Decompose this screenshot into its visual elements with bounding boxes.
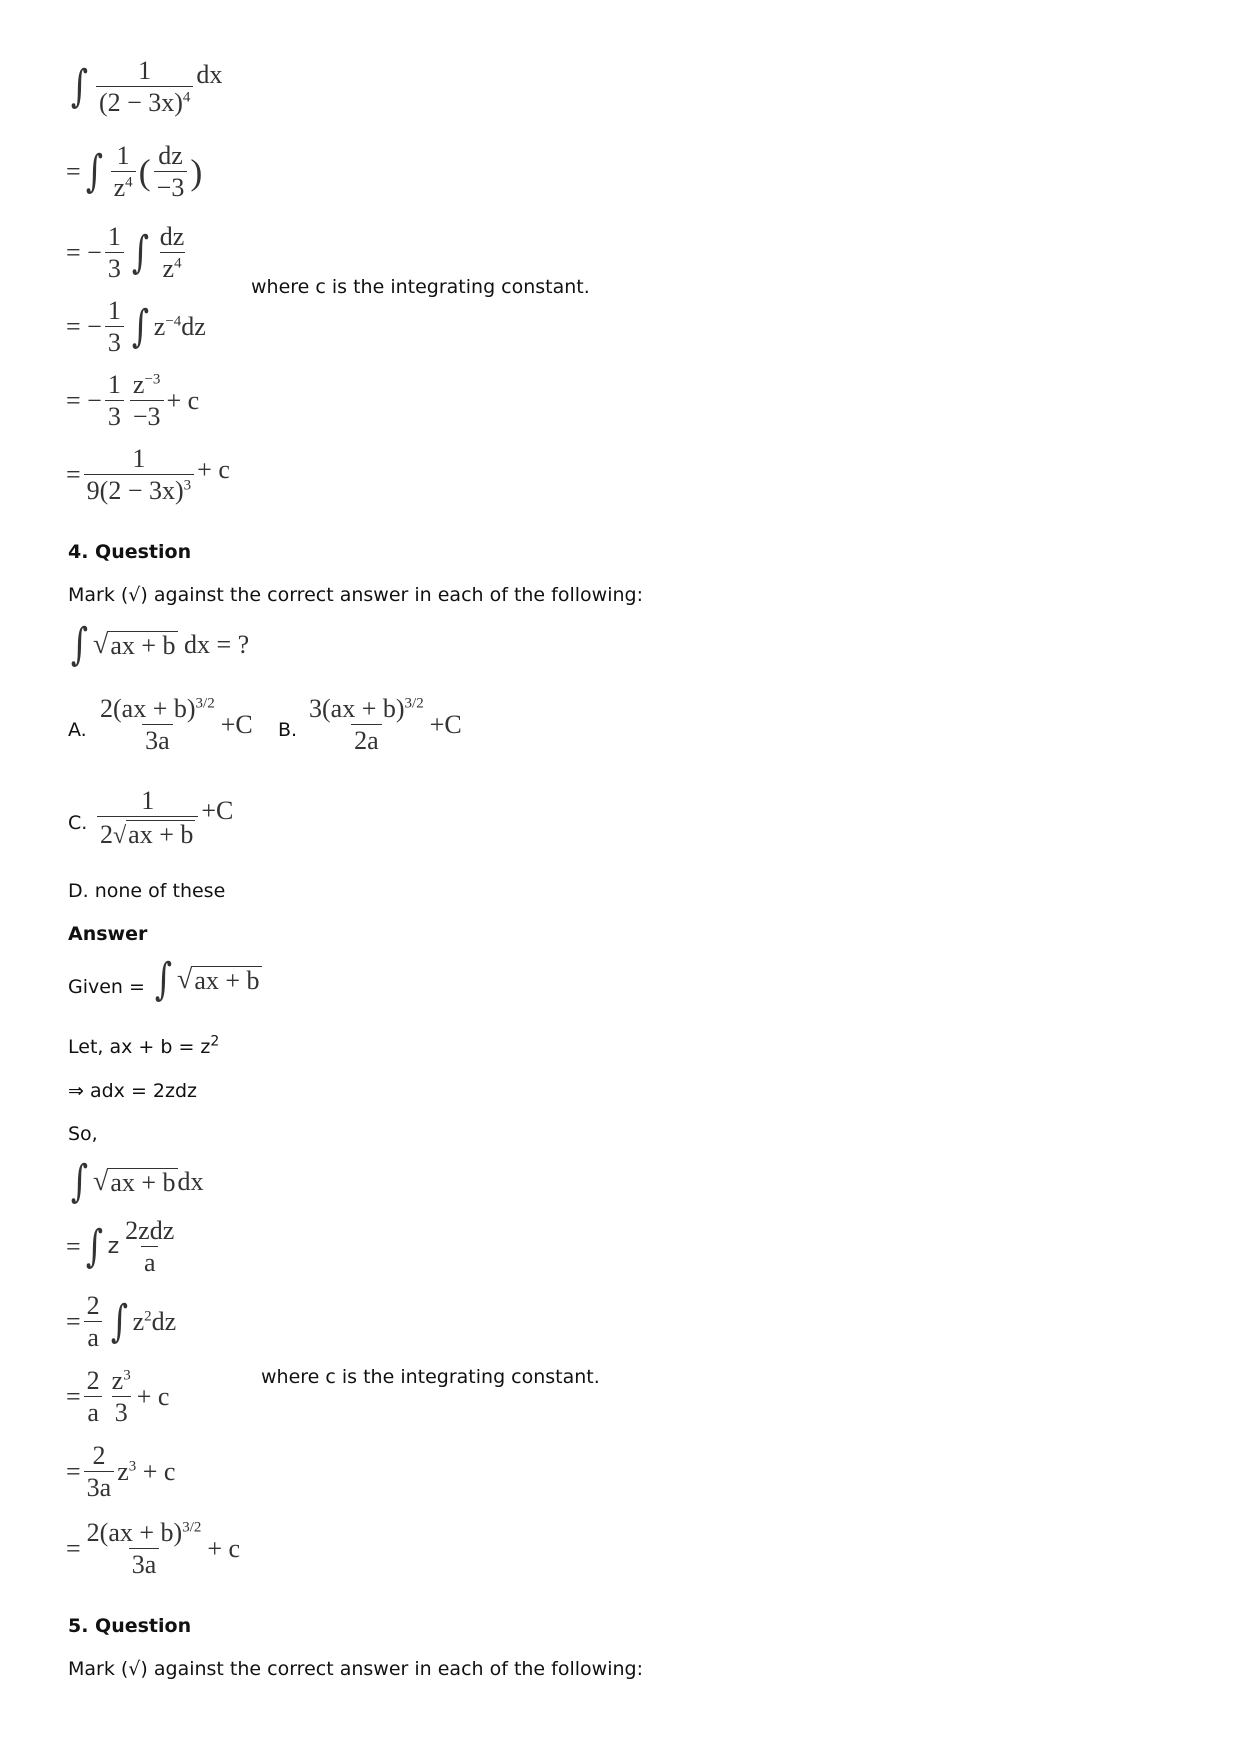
solution-step-factor: = $\frac{2}{a}$ ∫ $z^2dz$ [66,1291,177,1352]
solution-step-result: = $\frac{2(ax + b)^{3/2}}{3a}$ + c [66,1518,241,1579]
derivative-line: ⇒ adx = 2zdz [68,1080,198,1102]
question-instruction: Mark (√) against the correct answer in each of the following: [68,584,643,606]
option-b-formula[interactable]: $\frac{3(ax + b)^{3/2}}{2a}$ +C [309,694,462,755]
option-d[interactable]: D. none of these [68,880,226,902]
solution-step-simplify: = $\frac{2}{3a}$ $z^3 + c$ [66,1441,176,1502]
formula-integral-1-over-2-3x-4: ∫ $\frac{1}{(2 - 3x)^4}$ dx [70,56,223,117]
solution-integral: ∫ √ ax + b dx [70,1156,204,1207]
formula-step-factor: = − $\frac{1}{3}$ ∫ $\frac{dz}{z^4}$ [66,222,185,283]
integrating-constant-note-2: where c is the integrating constant. [261,1366,600,1388]
question-5-heading: 5. Question [68,1615,192,1637]
option-a-formula[interactable]: $\frac{2(ax + b)^{3/2}}{3a}$ +C [100,694,253,755]
solution-step-substitute: = ∫ z $\frac{\text{2zdz}}{a}$ [66,1216,175,1277]
question-formula: ∫ √ ax + b dx = ? [70,619,250,670]
substitution-line: Let, ax + $b = z^2$ [68,1033,220,1058]
so-text: So, [68,1123,98,1145]
given-formula: ∫ √ ax + b [154,954,260,1005]
option-c-formula[interactable]: 1 2 √ ax + b +C [94,788,233,848]
option-c-label[interactable]: C. [68,812,88,834]
formula-step-substitution: = ∫ $\frac{1}{z^4}$ ( $\frac{dz}{-3}$ ) [66,141,203,202]
given-label: Given = [68,976,145,998]
formula-step-result: = $\frac{1}{9(2 - 3x)^3}$ + c [66,444,230,505]
integrating-constant-note: where c is the integrating constant. [251,276,590,298]
answer-heading: Answer [68,923,148,945]
option-a-label[interactable]: A. [68,719,87,741]
question-5-instruction: Mark (√) against the correct answer in each of the following: [68,1658,643,1680]
solution-step-integrate: = $\frac{2}{a}$ $\frac{z^3}{3}$ + c [66,1366,170,1427]
formula-step-power: = − $\frac{1}{3}$ ∫ $z^{-4}dz$ [66,296,206,357]
formula-step-integrate: = − $\frac{1}{3}$ $\frac{z^{-3}}{-3}$ + c [66,370,200,431]
option-b-label[interactable]: B. [278,719,298,741]
question-heading: 4. Question [68,541,192,563]
